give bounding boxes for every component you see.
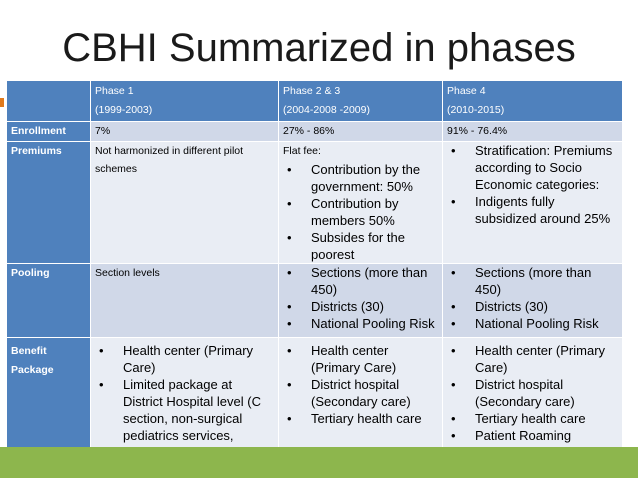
benefit-phase23-list <box>283 342 438 427</box>
phases-table <box>6 80 623 462</box>
slide-title: CBHI Summarized in phases <box>62 26 576 70</box>
phase1-years: (1999-2003) <box>95 104 153 116</box>
accent-mark <box>0 98 4 107</box>
list-item: • Tertiary health care <box>283 410 438 427</box>
header-phase1 <box>91 81 279 122</box>
list-item: • Health center (Primary Care) <box>447 342 618 376</box>
enrollment-phase23: 27% - 86% <box>279 122 443 142</box>
premiums-phase23-intro: Flat fee: <box>283 145 321 157</box>
list-item: • Subsides for the poorest <box>283 229 438 263</box>
premiums-phase23-list <box>283 161 438 263</box>
table-row-benefit <box>7 338 623 462</box>
phase23-name: Phase 2 & 3 <box>283 85 341 97</box>
benefit-phase1-list <box>95 342 274 461</box>
list-item: • National Pooling Risk <box>283 315 438 332</box>
header-phase23 <box>279 81 443 122</box>
header-phase4 <box>443 81 623 122</box>
list-item: • Health center (Primary Care) <box>95 342 274 376</box>
phase4-name: Phase 4 <box>447 85 486 97</box>
list-item: • Contribution by members 50% <box>283 195 438 229</box>
pooling-phase4 <box>443 264 623 338</box>
list-item: • Indigents fully subsidized around 25% <box>447 193 618 227</box>
enrollment-phase4: 91% - 76.4% <box>443 122 623 142</box>
row-label-enrollment: Enrollment <box>7 122 91 142</box>
list-item: • National Pooling Risk <box>447 315 618 332</box>
list-item: • Health center (Primary Care) <box>283 342 438 376</box>
table-row-premiums <box>7 142 623 264</box>
premiums-phase4 <box>443 142 623 264</box>
header-empty-cell <box>7 81 91 122</box>
table-row-pooling <box>7 264 623 338</box>
list-item: • Sections (more than 450) <box>447 264 618 298</box>
benefit-phase4 <box>443 338 623 462</box>
pooling-phase4-list <box>447 264 618 332</box>
list-item: • Districts (30) <box>283 298 438 315</box>
phase1-name: Phase 1 <box>95 85 134 97</box>
list-item: • District hospital (Secondary care) <box>447 376 618 410</box>
list-item: • Limited package at District Hospital level (C section, non-surgical pediatrics services, <box>95 376 274 461</box>
phase23-years: (2004-2008 -2009) <box>283 104 370 116</box>
phase4-years: (2010-2015) <box>447 104 505 116</box>
pooling-phase1: Section levels <box>91 264 279 338</box>
pooling-phase23-list <box>283 264 438 332</box>
row-label-benefit: Benefit Package <box>7 338 91 462</box>
benefit-phase4-list <box>447 342 618 444</box>
row-label-pooling: Pooling <box>7 264 91 338</box>
benefit-phase23 <box>279 338 443 462</box>
premiums-phase23 <box>279 142 443 264</box>
benefit-phase1 <box>91 338 279 462</box>
premiums-phase4-list <box>447 142 618 227</box>
list-item: • Districts (30) <box>447 298 618 315</box>
list-item: • Stratification: Premiums according to Socio Economic categories: <box>447 142 618 193</box>
row-label-premiums: Premiums <box>7 142 91 264</box>
premiums-phase1 <box>91 142 279 264</box>
pooling-phase23 <box>279 264 443 338</box>
table-row-enrollment <box>7 122 623 142</box>
list-item: • District hospital (Secondary care) <box>283 376 438 410</box>
table-header-row <box>7 81 623 122</box>
enrollment-phase1: 7% <box>91 122 279 142</box>
footer-bar <box>0 447 638 478</box>
premiums-phase1-text: Not harmonized in different pilot schemes <box>95 145 244 175</box>
list-item: • Sections (more than 450) <box>283 264 438 298</box>
list-item: • Patient Roaming <box>447 427 618 444</box>
list-item: • Tertiary health care <box>447 410 618 427</box>
list-item: • Contribution by the government: 50% <box>283 161 438 195</box>
